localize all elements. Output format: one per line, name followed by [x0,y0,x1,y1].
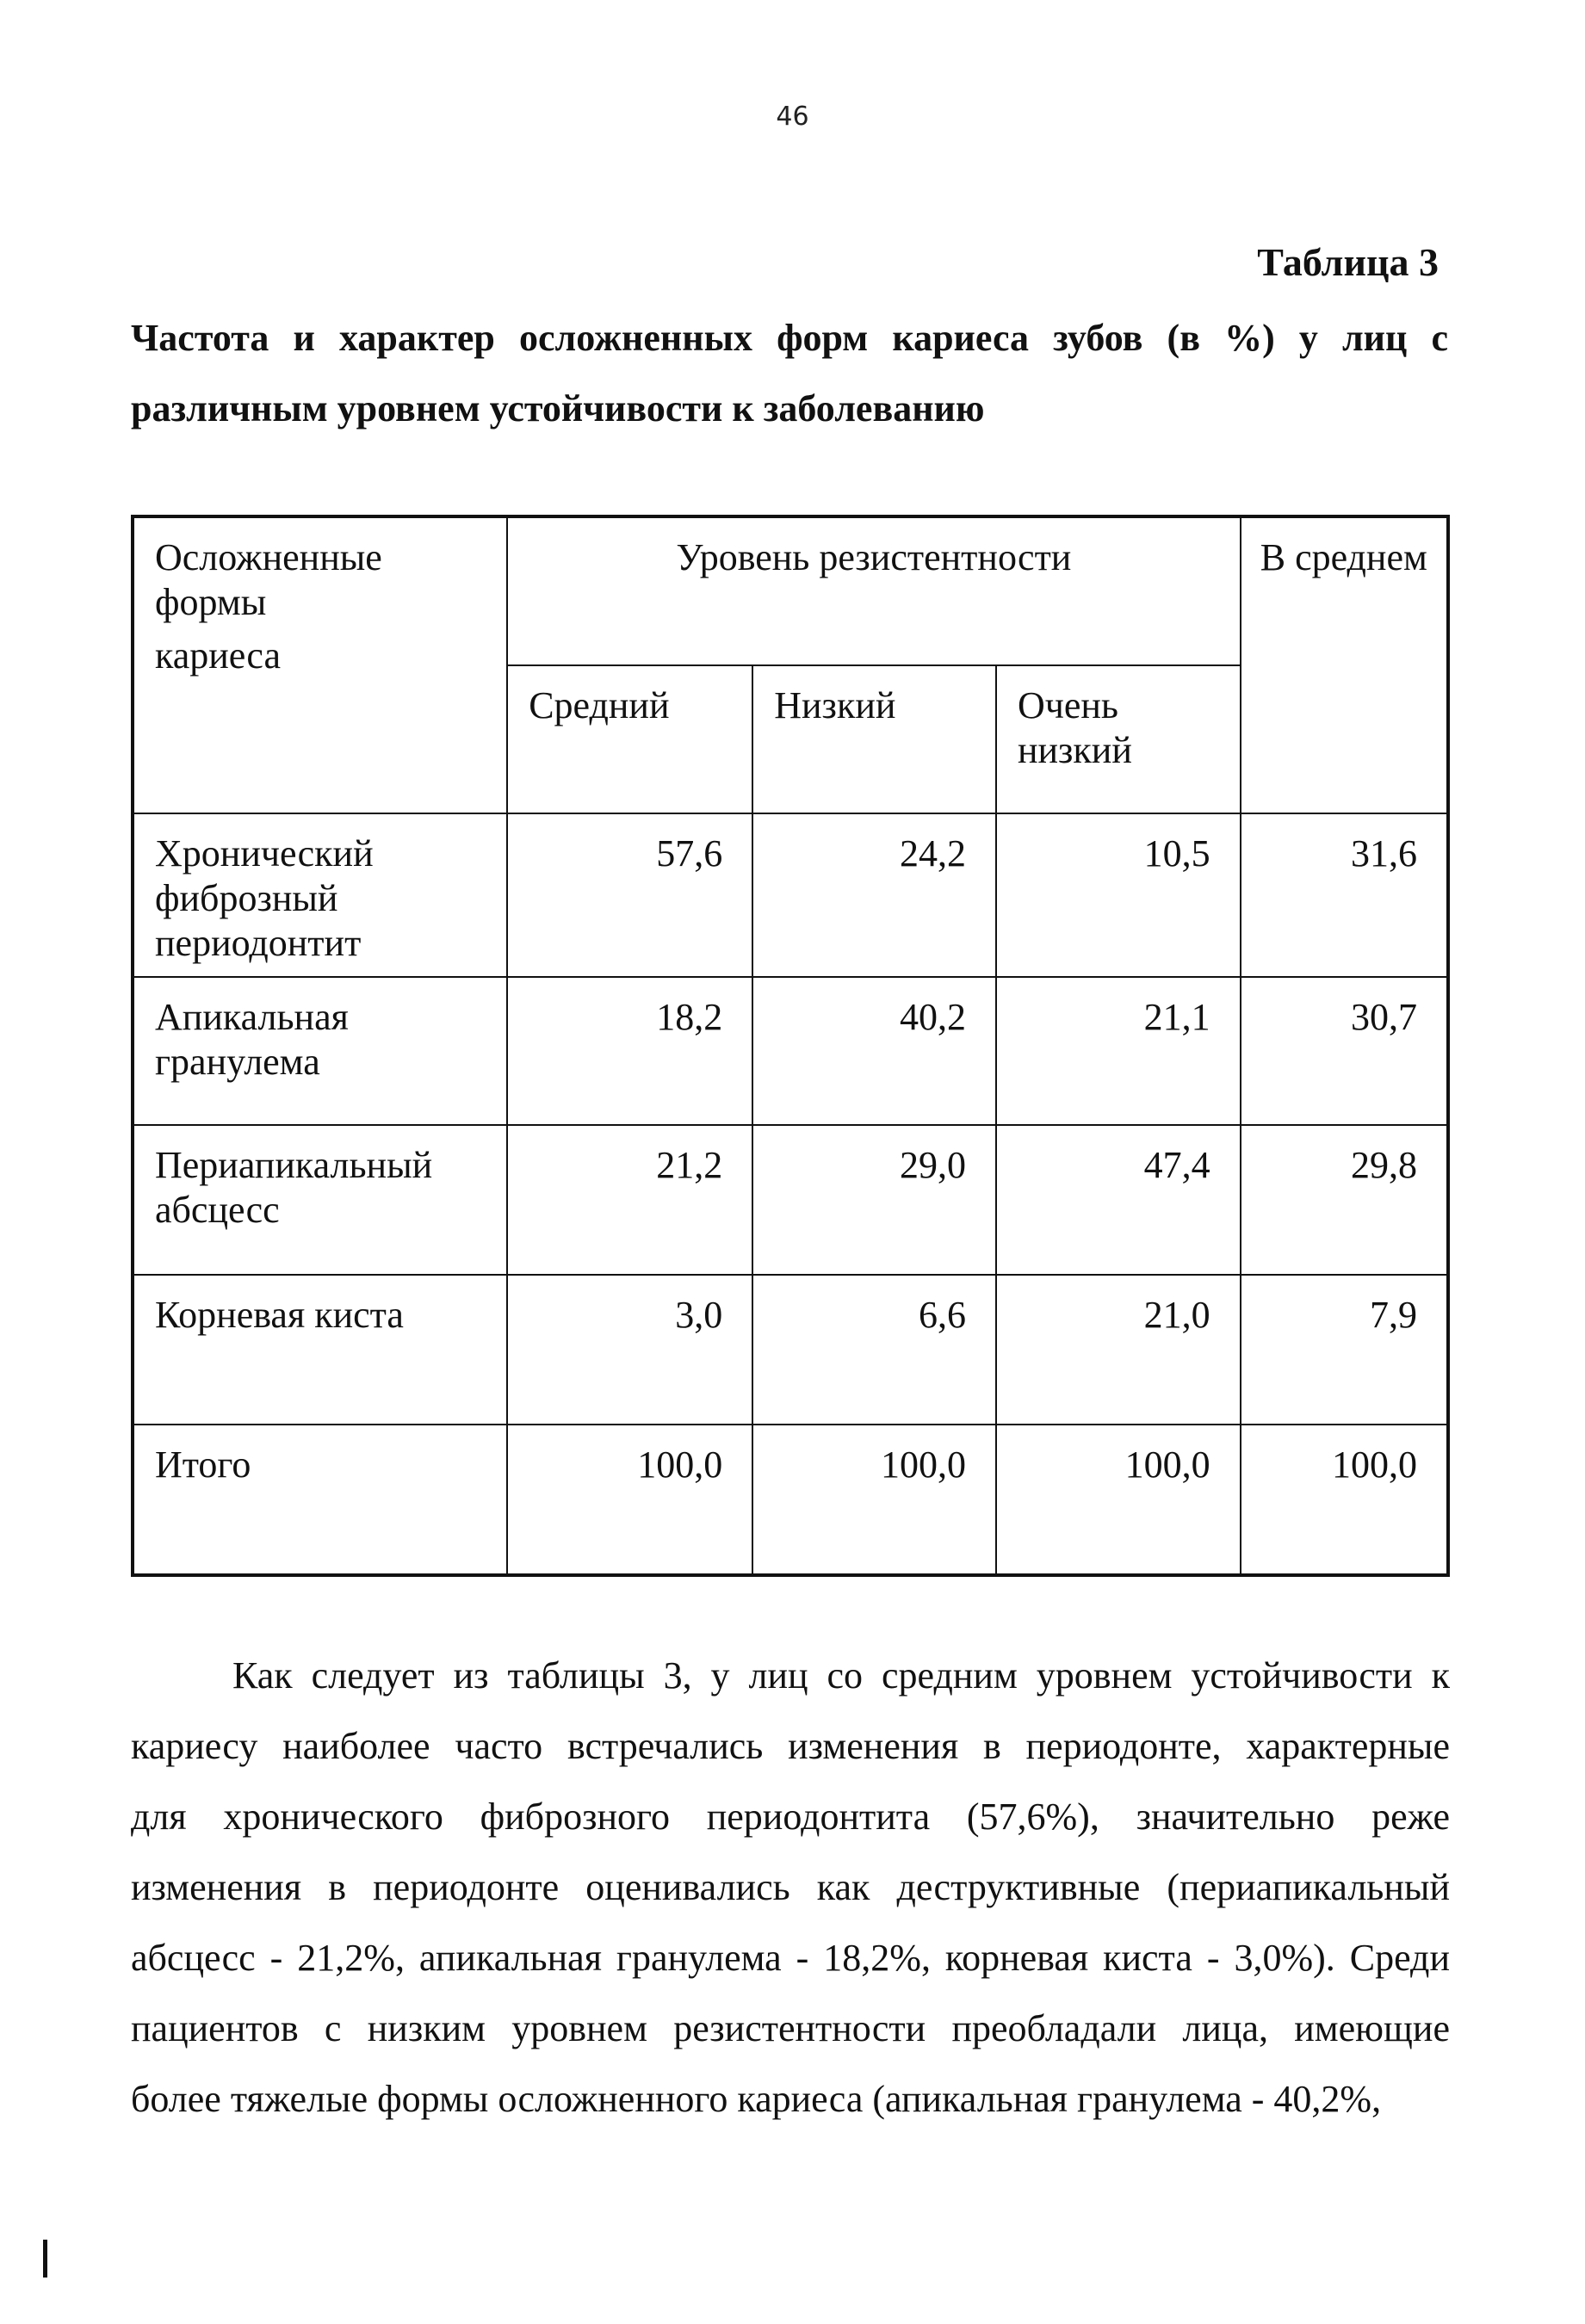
header-text: Очень низкий [1017,684,1132,771]
row-label: абсцесс [155,1189,280,1231]
header-text: формы [155,581,267,623]
table-row [133,1125,1448,1275]
row-label-cell [133,977,507,1125]
header-cell-average [1241,516,1448,813]
row-label-cell [133,1425,507,1575]
margin-mark [43,2240,47,2278]
paragraph-line: для хронического фиброзного периодонтита (57,6%), значительно реже [131,1796,1450,1838]
data-table [131,515,1450,1577]
header-text: Уровень резистентности [676,536,1072,578]
paragraph-line: пациентов с низким уровнем резистентности преобладали лица, имеющие [131,2007,1450,2049]
value-cell: 3,0 [507,1275,752,1425]
header-cell-complicated-forms [133,516,507,813]
table-row-total [133,1425,1448,1575]
value-cell: 21,0 [996,1275,1241,1425]
value-cell: 57,6 [507,813,752,977]
table-title [131,303,1448,444]
table-row [133,1275,1448,1425]
value-cell: 21,1 [996,977,1241,1125]
row-label: гранулема [155,1041,320,1083]
header-text: Низкий [774,684,896,726]
value-cell: 100,0 [996,1425,1241,1575]
row-label-cell [133,1275,507,1425]
row-label: Хронический [155,832,374,875]
table-title-line: Частота и характер осложненных форм кариеса зубов (в %) у лиц с [131,317,1448,359]
header-text: Средний [529,684,670,726]
value-cell: 24,2 [752,813,996,977]
row-label: фиброзный [155,877,338,919]
paragraph-line: изменения в периодонте оценивались как деструктивные (периапикальный [131,1866,1450,1908]
value-cell: 29,8 [1241,1125,1448,1275]
row-label: Апикальная [155,996,349,1038]
header-text: Осложненные [155,536,382,578]
table-row [133,977,1448,1125]
header-cell-low [752,665,996,813]
row-label: Итого [155,1443,251,1486]
header-cell-very-low [996,665,1241,813]
value-cell: 29,0 [752,1125,996,1275]
header-text: В среднем [1260,536,1427,578]
paragraph-line: абсцесс - 21,2%, апикальная гранулема - 18,2%, корневая киста - 3,0%). Среди [131,1937,1450,1979]
value-cell: 31,6 [1241,813,1448,977]
value-cell: 100,0 [1241,1425,1448,1575]
header-text: кариеса [155,634,282,677]
value-cell: 10,5 [996,813,1241,977]
row-label: Корневая киста [155,1294,404,1336]
body-paragraph [131,1641,1450,2135]
row-label: периодонтит [155,922,362,964]
value-cell: 21,2 [507,1125,752,1275]
value-cell: 100,0 [507,1425,752,1575]
value-cell: 40,2 [752,977,996,1125]
row-label-cell [133,1125,507,1275]
value-cell: 100,0 [752,1425,996,1575]
row-label-cell [133,813,507,977]
page-number: 46 [776,102,809,132]
row-label: Периапикальный [155,1144,433,1186]
value-cell: 6,6 [752,1275,996,1425]
table-row [133,813,1448,977]
paragraph-line: кариесу наиболее часто встречались изменения в периодонте, характерные [131,1725,1450,1767]
value-cell: 7,9 [1241,1275,1448,1425]
value-cell: 18,2 [507,977,752,1125]
header-cell-medium [507,665,752,813]
table-label: Таблица 3 [1257,240,1439,284]
paragraph-line: более тяжелые формы осложненного кариеса (апикальная гранулема - 40,2%, [131,2078,1382,2120]
value-cell: 47,4 [996,1125,1241,1275]
table-title-line: различным уровнем устойчивости к заболеванию [131,387,985,430]
table-header-row [133,516,1448,665]
paragraph-line: Как следует из таблицы 3, у лиц со средним уровнем устойчивости к [232,1654,1450,1697]
header-cell-resistance-level [507,516,1240,665]
value-cell: 30,7 [1241,977,1448,1125]
